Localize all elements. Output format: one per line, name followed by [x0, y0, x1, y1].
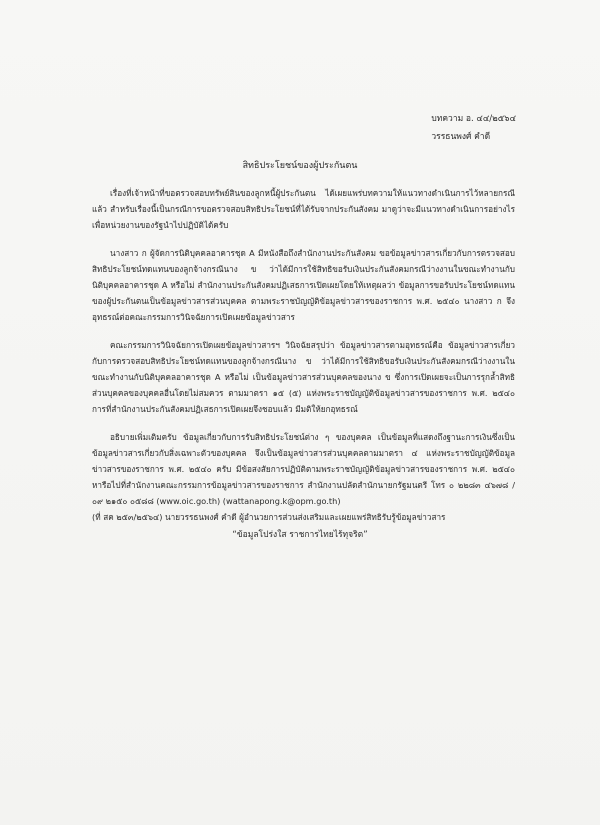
reference-block	[431, 110, 516, 146]
paragraph-ruling: คณะกรรมการวินิจฉัยการเปิดเผยข้อมูลข่าวสารฯ วินิจฉัยสรุปว่า ข้อมูลข่าวสารตามอุทธรณ์คือ ข้อมูลข่าวสารเกี่ยวกับการตรวจสอบสิทธิประโยชน์ทดแทนของลูกจ้างกรณีนาง ข ว่าได้มีการใช้สิทธิขอรับเงินประกันสังคมกรณีว่างงานในขณะทำงานกับนิติบุคคลอาคารชุด A หรือไม่ เป็นข้อมูลข่าวสารส่วนบุคคลของนาง ข ซึ่งการเปิดเผยจะเป็นการรุกล้ำสิทธิส่วนบุคคลของบุคคลอื่นโดยไม่สมควร ตามมาตรา ๑๕ (๕) แห่งพระราชบัญญัติข้อมูลข่าวสารของราชการ พ.ศ. ๒๕๔๐ การที่สำนักงานประกันสังคมปฏิเสธการเปิดเผยจึงชอบแล้ว มีมติให้ยกอุทธรณ์	[92, 340, 515, 414]
article-number: บทความ อ. ๔๔/๒๕๖๔	[431, 114, 516, 124]
paragraph-explanation: อธิบายเพิ่มเติมครับ ข้อมูลเกี่ยวกับการรับสิทธิประโยชน์ต่าง ๆ ของบุคคล เป็นข้อมูลที่แสดงถึงฐานะการเงินซึ่งเป็นข้อมูลข่าวสารเกี่ยวกับสิ่งเฉพาะตัวของบุคคล จึงเป็นข้อมูลข่าวสารส่วนบุคคลตามมาตรา ๔ แห่งพระราชบัญญัติข้อมูลข่าวสารของราชการ พ.ศ. ๒๕๔๐ ครับ มีข้อสงสัยการปฏิบัติตามพระราชบัญญัติข้อมูลข่าวสารของราชการ พ.ศ. ๒๕๔๐ หารือไปที่สำนักงานคณะกรรมการข้อมูลข่าวสารของราชการ สำนักงานปลัดสำนักนายกรัฐมนตรี โทร ๐ ๒๒๘๓ ๔๖๗๘ / ๐๙ ๒๑๕๐ ๐๕๘๘ (www.oic.go.th) (wattanapong.k@opm.go.th)	[92, 432, 515, 506]
paragraph-intro: เรื่องที่เจ้าหน้าที่ขอตรวจสอบทรัพย์สินของลูกหนี้ผู้ประกันตน ได้เผยแพร่บทความให้แนวทางดำเนินการไว้หลายกรณีแล้ว สำหรับเรื่องนี้เป็นกรณีการขอตรวจสอบสิทธิประโยชน์ที่ได้รับจากประกันสังคม มาดูว่าจะมีแนวทางดำเนินการอย่างไร เพื่อหน่วยงานของรัฐนำไปปฏิบัติได้ครับ	[92, 188, 515, 230]
slogan: “ข้อมูลโปร่งใส ราชการไทยไร้ทุจริต”	[232, 530, 368, 540]
document-title: สิทธิประโยชน์ของผู้ประกันตน	[242, 161, 358, 171]
document-body	[92, 185, 515, 537]
paragraph-reference: (ที่ สค ๒๕๓/๒๕๖๔) นายวรรธนพงศ์ คำดี ผู้อำนวยการส่วนส่งเสริมและเผยแพร่สิทธิรับรู้ข้อมูลข่าวสาร	[92, 512, 446, 522]
author-name: วรรธนพงศ์ คำดี	[431, 132, 491, 142]
paragraph-facts: นางสาว ก ผู้จัดการนิติบุคคลอาคารชุด A มีหนังสือถึงสำนักงานประกันสังคม ขอข้อมูลข่าวสารเกี่ยวกับการตรวจสอบสิทธิประโยชน์ทดแทนของลูกจ้างกรณีนาง ข ว่าได้มีการใช้สิทธิขอรับเงินประกันสังคมกรณีว่างงานในขณะทำงานกับนิติบุคคลอาคารชุด A หรือไม่ สำนักงานประกันสังคมปฏิเสธการเปิดเผยโดยให้เหตุผลว่า ข้อมูลการขอรับประโยชน์ทดแทนของผู้ประกันตนเป็นข้อมูลข่าวสารส่วนบุคคล ตามพระราชบัญญัติข้อมูลข่าวสารของราชการ พ.ศ. ๒๕๔๐ นางสาว ก จึงอุทธรณ์ต่อคณะกรรมการวินิจฉัยการเปิดเผยข้อมูลข่าวสาร	[92, 248, 515, 322]
